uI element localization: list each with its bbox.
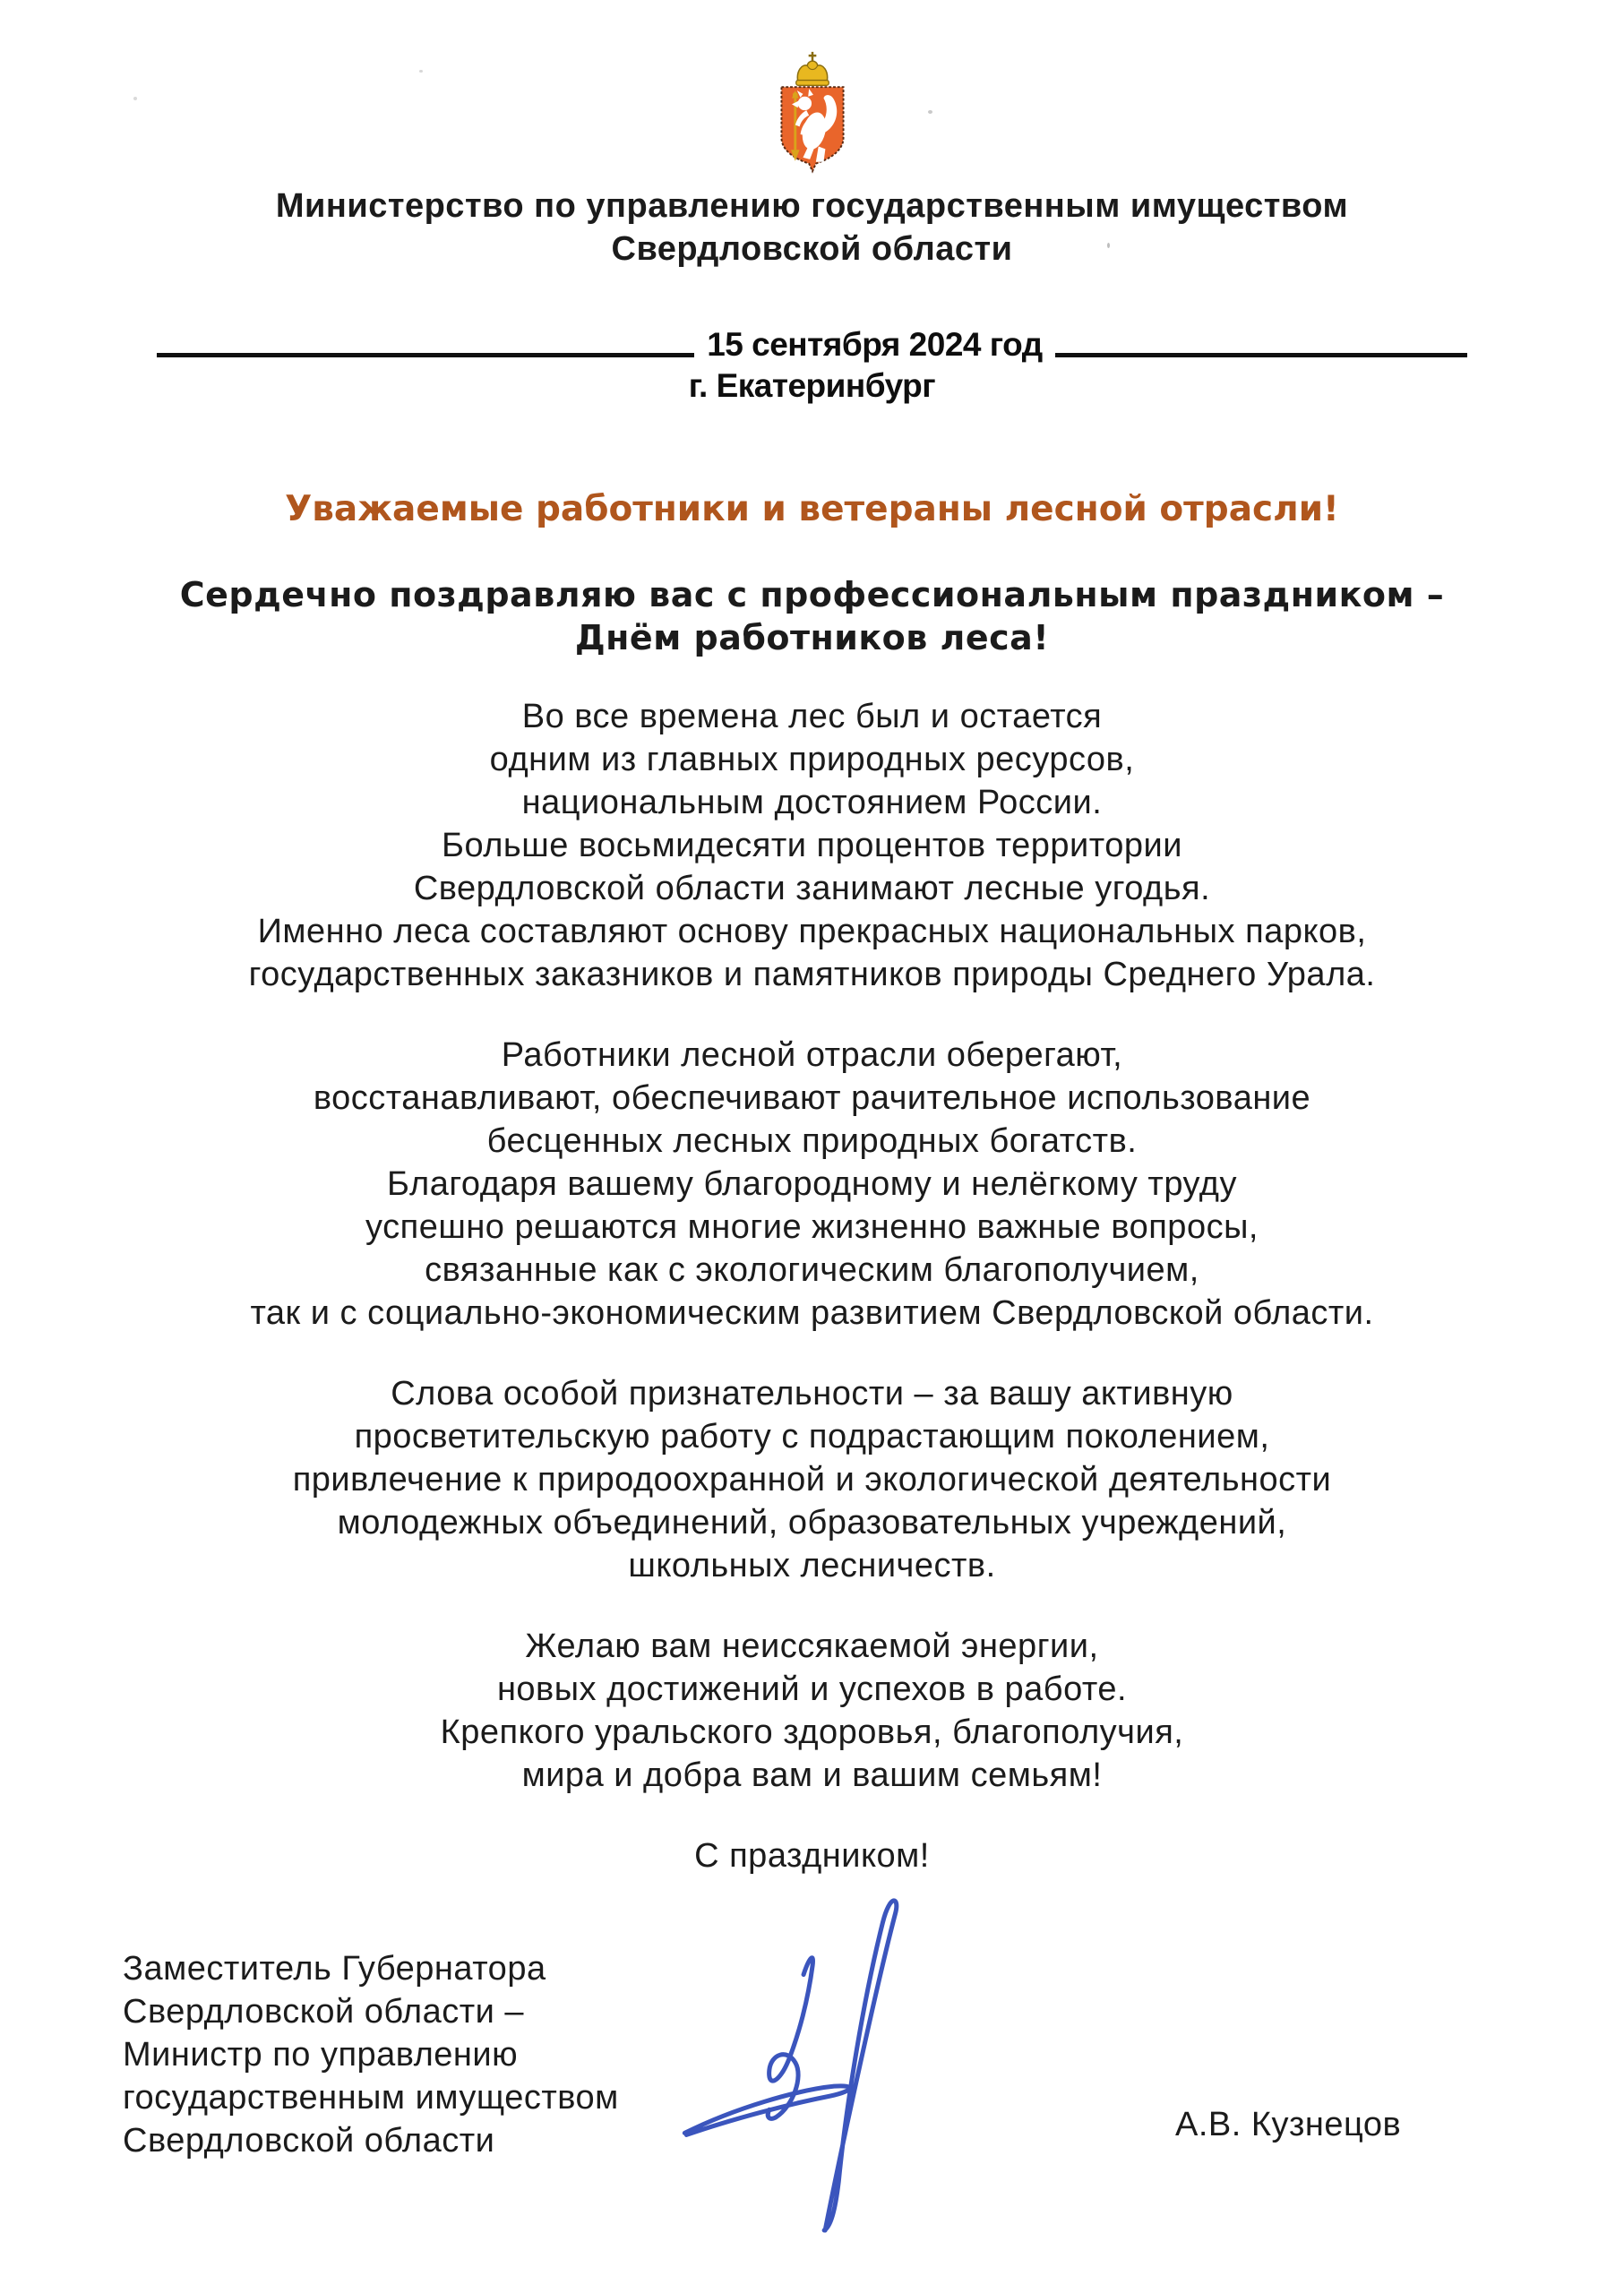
text-line: Желаю вам неиссякаемой энергии, bbox=[525, 1627, 1099, 1665]
text-line: Сердечно поздравляю вас с профессиональным праздником – bbox=[179, 575, 1445, 614]
text-line: Свердловской области bbox=[123, 2122, 495, 2160]
closing-line: С праздником! bbox=[694, 1837, 930, 1875]
text-line: Во все времена лес был и остается bbox=[521, 698, 1103, 735]
text-line: Свердловской области занимают лесные угодья. bbox=[413, 870, 1211, 907]
text-line: Днём работников леса! bbox=[574, 618, 1050, 657]
scan-speck bbox=[133, 97, 137, 100]
text-line: Работники лесной отрасли оберегают, bbox=[501, 1036, 1123, 1074]
text-line: одним из главных природных ресурсов, bbox=[489, 741, 1135, 778]
paragraph bbox=[0, 695, 1624, 996]
text-line: Свердловской области – bbox=[123, 1993, 525, 2031]
text-line: Слова особой признательности – за вашу активную bbox=[391, 1375, 1233, 1413]
text-line: мира и добра вам и вашим семьям! bbox=[521, 1756, 1103, 1794]
text-line: школьных лесничеств. bbox=[628, 1547, 996, 1584]
body-paragraphs bbox=[0, 695, 1624, 1797]
scan-speck bbox=[419, 70, 423, 73]
date-text: 15 сентября 2024 год bbox=[707, 326, 1043, 363]
text-line: Крепкого уральского здоровья, благополучия, bbox=[440, 1713, 1184, 1751]
text-line: Свердловской области bbox=[611, 230, 1013, 268]
text-line: просветительскую работу с подрастающим поколением, bbox=[354, 1418, 1270, 1456]
congratulation-heading bbox=[0, 573, 1624, 659]
scan-speck bbox=[928, 110, 932, 114]
greeting-heading: Уважаемые работники и ветераны лесной отрасли! bbox=[285, 489, 1339, 529]
text-line: Благодаря вашему благородному и нелёгкому труду bbox=[387, 1165, 1237, 1203]
signature-block bbox=[0, 1877, 1624, 2263]
date-row bbox=[0, 326, 1624, 364]
text-line: Больше восьмидесяти процентов территории bbox=[442, 827, 1182, 864]
date-separator-left bbox=[157, 353, 694, 357]
paragraph bbox=[0, 1372, 1624, 1587]
text-line: связанные как с экологическим благополучием, bbox=[425, 1251, 1199, 1289]
text-line: Заместитель Губернатора bbox=[123, 1950, 546, 1988]
text-line: успешно решаются многие жизненно важные вопросы, bbox=[365, 1208, 1259, 1246]
text-line: государственным имуществом bbox=[123, 2079, 619, 2117]
scan-speck bbox=[1107, 243, 1110, 248]
text-line: Именно леса составляют основу прекрасных национальных парков, bbox=[257, 913, 1367, 950]
signer-title bbox=[123, 1947, 619, 2162]
text-line: так и с социально-экономическим развитием Свердловской области. bbox=[250, 1294, 1374, 1332]
text-line: Министр по управлению bbox=[123, 2036, 519, 2074]
text-line: молодежных объединений, образовательных учреждений, bbox=[337, 1504, 1287, 1542]
text-line: восстанавливают, обеспечивают рачительное использование bbox=[313, 1079, 1311, 1117]
text-line: национальным достоянием России. bbox=[521, 784, 1103, 821]
city-text: г. Екатеринбург bbox=[688, 367, 936, 404]
signature-icon bbox=[679, 1883, 914, 2234]
text-line: Министерство по управлению государственным имуществом bbox=[275, 187, 1349, 225]
text-line: привлечение к природоохранной и экологической деятельности bbox=[292, 1461, 1332, 1499]
text-line: государственных заказников и памятников природы Среднего Урала. bbox=[248, 956, 1376, 993]
paragraph bbox=[0, 1034, 1624, 1335]
coat-of-arms-icon bbox=[769, 48, 855, 177]
text-line: бесценных лесных природных богатств. bbox=[486, 1122, 1138, 1160]
ministry-name bbox=[0, 185, 1624, 271]
signer-name: А.В. Кузнецов bbox=[1175, 2106, 1402, 2143]
date-separator-right bbox=[1055, 353, 1467, 357]
text-line: новых достижений и успехов в работе. bbox=[496, 1670, 1128, 1708]
paragraph bbox=[0, 1625, 1624, 1797]
